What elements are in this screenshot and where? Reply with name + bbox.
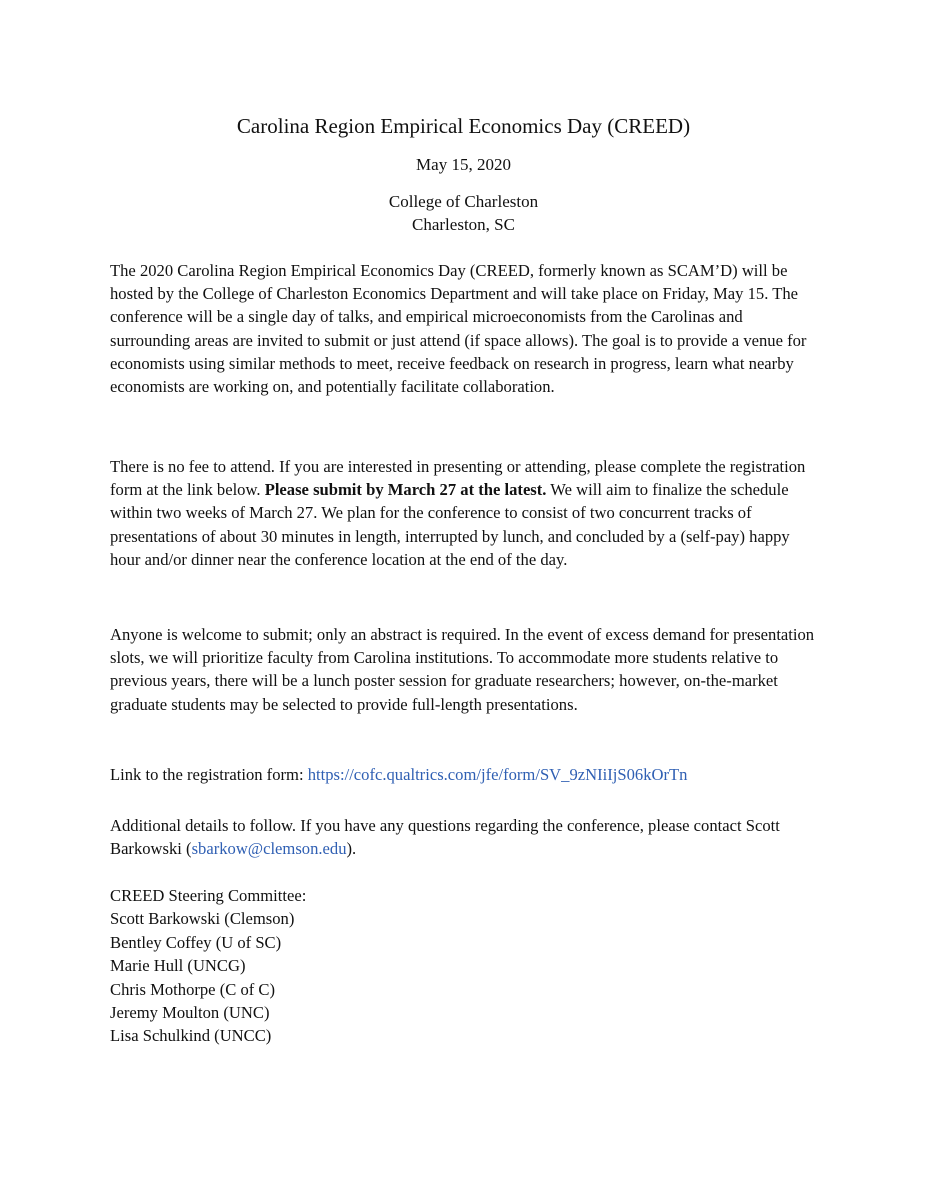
intro-paragraph: The 2020 Carolina Region Empirical Economics Day (CREED, formerly known as SCAM’D) will be hosted by the College of Charleston Economics Department and will take place on Friday, May 15. The conference will be a single day of talks, and empirical microeconomists from the Carolinas and surrounding areas are invited to submit or just attend (if space allows). The goal is to provide a venue for economists using similar methods to meet, receive feedback on research in progress, learn what nearby economists are working on, and potentially facilitate collaboration. (110, 261, 807, 397)
contact-email-link[interactable]: sbarkow@clemson.edu (191, 839, 347, 859)
contact-text-after: ). (346, 839, 357, 859)
registration-text-after: We will aim to finalize the schedule within two weeks of March 27. We plan for the conference to consist of two concurrent tracks of presentations of about 30 minutes in length, interrupted by lunch, and concluded by a (self-pay) happy hour and/or dinner near the conference location at the end of the day. (110, 480, 790, 569)
registration-paragraph (110, 455, 820, 571)
event-venue (0, 190, 927, 236)
committee-member: Jeremy Moulton (UNC) (110, 1003, 270, 1023)
registration-form-link[interactable]: https://cofc.qualtrics.com/jfe/form/SV_9zNIiIjS06kOrTn (307, 765, 688, 784)
committee-member: Chris Mothorpe (C of C) (110, 979, 276, 999)
registration-text-before: There is no fee to attend. If you are interested in presenting or attending, please complete the registration form at the link below. (110, 457, 806, 500)
committee-member: Marie Hull (UNCG) (110, 956, 246, 976)
committee-member: Lisa Schulkind (UNCC) (110, 1026, 272, 1046)
contact-paragraph (110, 814, 820, 860)
submission-paragraph: Anyone is welcome to submit; only an abstract is required. In the event of excess demand for presentation slots, we will prioritize faculty from Carolina institutions. To accommodate more students relative to previous years, there will be a lunch poster session for graduate researchers; however, on-the-market graduate students may be selected to provide full-length presentations. (110, 625, 815, 714)
committee-member: Bentley Coffey (U of SC) (110, 932, 282, 952)
event-date: May 15, 2020 (416, 155, 511, 174)
committee-heading: CREED Steering Committee: (110, 886, 307, 905)
venue-city: Charleston, SC (412, 215, 515, 234)
deadline-notice: Please submit by March 27 at the latest. (264, 480, 547, 500)
registration-link-line (110, 763, 820, 786)
contact-text-before: Additional details to follow. If you have any questions regarding the conference, please contact Scott Barkowski ( (110, 816, 780, 859)
page-title: Carolina Region Empirical Economics Day (CREED) (236, 114, 691, 138)
steering-committee (110, 884, 306, 1048)
venue-name: College of Charleston (388, 192, 539, 211)
committee-member: Scott Barkowski (Clemson) (110, 909, 295, 929)
registration-link-label: Link to the registration form: (110, 765, 308, 784)
